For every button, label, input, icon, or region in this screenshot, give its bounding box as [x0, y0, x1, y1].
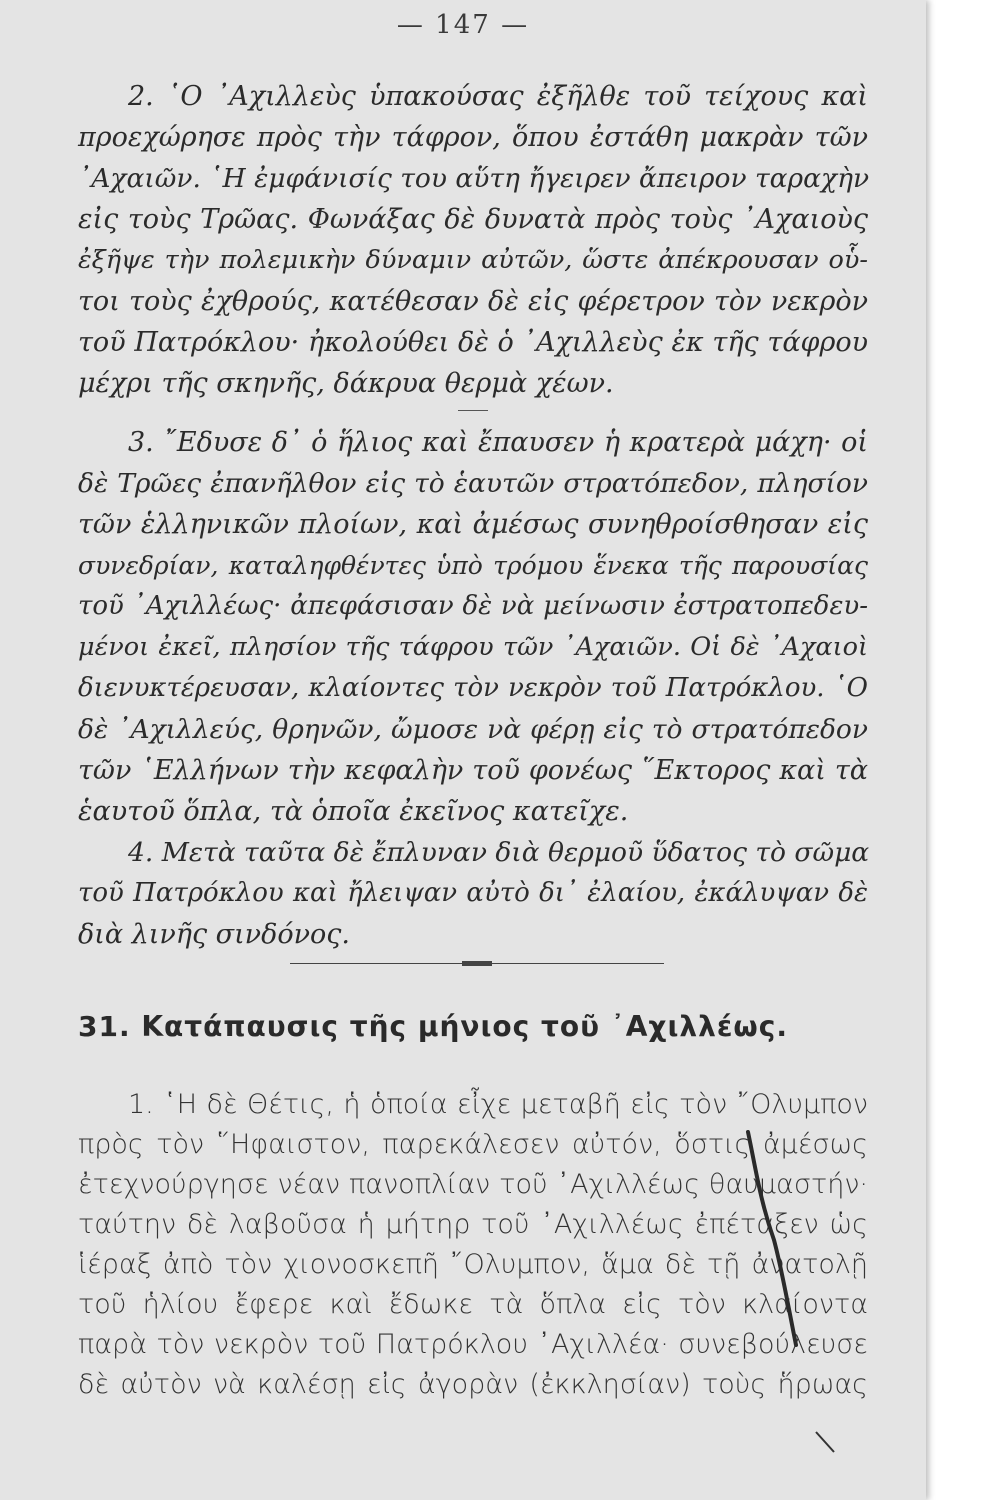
text-line: μέχρι τῆς σκηνῆς, δάκρυα θερμὰ χέων. — [78, 368, 614, 399]
text-line: διὰ λινῆς σινδόνος. — [78, 919, 350, 950]
text-line: ἑαυτοῦ ὅπλα, τὰ ὁποῖα ἐκεῖνος κατεῖχε. — [78, 796, 629, 827]
paragraph-divider — [458, 410, 488, 411]
text-line: εἰς τοὺς Τρῶας. Φωνάξας δὲ δυνατὰ πρὸς τοὺς ᾿Αχαιοὺς — [78, 204, 868, 235]
ink-tick-mark — [812, 1428, 842, 1458]
text-line: ἐτεχνούργησε νέαν πανοπλίαν τοῦ ᾿Αχιλλέως θαυμαστήν· — [78, 1169, 868, 1200]
text-line: τοῦ Πατρόκλου· ἠκολούθει δὲ ὁ ᾿Αχιλλεὺς ἐκ τῆς τάφρου — [78, 327, 868, 358]
paragraph-2 — [78, 76, 868, 404]
text-line: ἱέραξ ἀπὸ τὸν χιονοσκεπῆ ῎Ολυμπον, ἅμα δὲ τῇ ἀνατολῇ — [78, 1249, 868, 1280]
text-line: 3. ῎Εδυσε δ᾿ ὁ ἥλιος καὶ ἔπαυσεν ἡ κρατερὰ μάχη· οἱ — [128, 427, 868, 458]
text-line: προεχώρησε πρὸς τὴν τάφρον, ὅπου ἐστάθη μακρὰν τῶν — [78, 122, 868, 153]
text-line: δὲ ᾿Αχιλλεύς, θρηνῶν, ὤμοσε νὰ φέρῃ εἰς τὸ στρατόπεδον — [78, 714, 868, 745]
text-line: δὲ Τρῶες ἐπανῆλθον εἰς τὸ ἑαυτῶν στρατόπεδον, πλησίον — [78, 468, 868, 499]
ink-scratch-mark — [730, 1130, 810, 1350]
text-line: τοῦ Πατρόκλου καὶ ἤλειψαν αὐτὸ δι᾿ ἐλαίου, ἐκάλυψαν δὲ — [78, 878, 868, 908]
page-number: — 147 — — [396, 10, 530, 40]
text-line: τοῦ ἡλίου ἔφερε καὶ ἔδωκε τὰ ὅπλα εἰς τὸν κλαίοντα — [78, 1289, 868, 1320]
section-divider-ornament — [462, 961, 492, 966]
text-line: τοῦ ᾿Αχιλλέως· ἀπεφάσισαν δὲ νὰ μείνωσιν ἐστρατοπεδευ- — [78, 591, 868, 621]
text-line: τοι τοὺς ἐχθρούς, κατέθεσαν δὲ εἰς φέρετρον τὸν νεκρὸν — [78, 286, 868, 317]
text-line: διενυκτέρευσαν, κλαίοντες τὸν νεκρὸν τοῦ Πατρόκλου. ῾Ο — [78, 673, 868, 703]
text-line: 4. Μετὰ ταῦτα δὲ ἔπλυναν διὰ θερμοῦ ὕδατος τὸ σῶμα — [128, 837, 870, 868]
text-line: δὲ αὐτὸν νὰ καλέσῃ εἰς ἀγορὰν (ἐκκλησίαν) τοὺς ἥρωας — [78, 1369, 868, 1400]
paragraph-4 — [78, 832, 868, 955]
text-line: τῶν ἑλληνικῶν πλοίων, καὶ ἀμέσως συνηθροίσθησαν εἰς — [78, 509, 868, 540]
text-line: 1. ῾Η δὲ Θέτις, ἡ ὁποία εἶχε μεταβῆ εἰς τὸν ῎Ολυμπον — [128, 1089, 868, 1120]
text-line: μένοι ἐκεῖ, πλησίον τῆς τάφρου τῶν ᾿Αχαιῶν. Οἱ δὲ ᾿Αχαιοὶ — [78, 632, 868, 662]
text-line: τῶν ῾Ελλήνων τὴν κεφαλὴν τοῦ φονέως ῞Εκτορος καὶ τὰ — [78, 755, 868, 786]
paragraph-3 — [78, 422, 868, 832]
text-line: παρὰ τὸν νεκρὸν τοῦ Πατρόκλου ᾿Αχιλλέα· συνεβούλευσε — [78, 1329, 868, 1360]
text-line: 2. ῾Ο ᾿Αχιλλεὺς ὑπακούσας ἐξῆλθε τοῦ τείχους καὶ — [128, 81, 868, 112]
section-heading: 31. Κατάπαυσις τῆς μήνιος τοῦ ᾿Αχιλλέως. — [78, 1010, 788, 1043]
text-line: συνεδρίαν, καταληφθέντες ὑπὸ τρόμου ἕνεκα τῆς παρουσίας — [78, 551, 868, 580]
text-line: ᾿Αχαιῶν. ῾Η ἐμφάνισίς του αὕτη ἤγειρεν ἄπειρον ταραχὴν — [78, 163, 870, 194]
text-line: πρὸς τὸν ῞Ηφαιστον, παρεκάλεσεν αὐτόν, ὅστις ἀμέσως — [78, 1129, 868, 1160]
text-line: ταύτην δὲ λαβοῦσα ἡ μήτηρ τοῦ ᾿Αχιλλέως ἐπέταξεν ὡς — [78, 1209, 868, 1240]
text-line: ἐξῆψε τὴν πολεμικὴν δύναμιν αὐτῶν, ὥστε ἀπέκρουσαν οὗ- — [78, 245, 868, 275]
